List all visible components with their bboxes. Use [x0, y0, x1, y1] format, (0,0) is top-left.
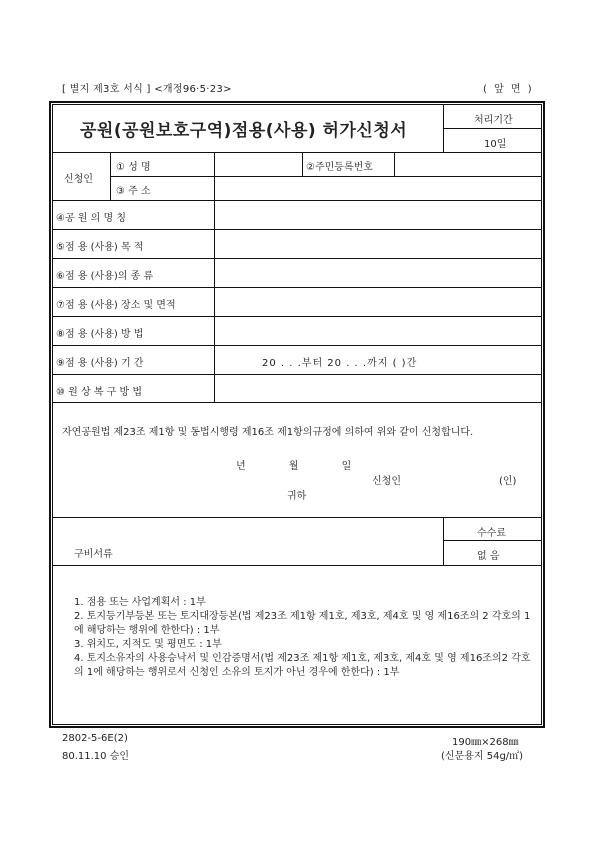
name-field[interactable]: [215, 153, 301, 175]
fee-label: 수수료: [477, 528, 506, 539]
processing-value: 10일: [484, 139, 507, 150]
declaration-text: 자연공원법 제23조 제1항 및 동법시행령 제16조 제1항의규정에 의하여 위와 같이 신청합니다.: [62, 427, 474, 438]
row-label-location-area: ⑦점 용 (사용) 장소 및 면적: [56, 300, 176, 311]
addressee-label: 귀하: [287, 491, 307, 502]
name-label-text: ① 성 명: [116, 162, 151, 173]
attachments-list: [74, 596, 534, 680]
fee-box-left: [443, 517, 444, 565]
applicant-signature-label: 신청인: [372, 476, 401, 487]
location-area-field[interactable]: [215, 288, 541, 315]
attachments-divider: [52, 565, 542, 566]
rrn-label: ②주민등록번호: [306, 162, 373, 173]
applicant-col-divider: [110, 152, 111, 200]
restoration-field[interactable]: [215, 375, 541, 401]
row-line-7: [52, 402, 542, 403]
method-field[interactable]: [215, 317, 541, 344]
park-name-field[interactable]: [215, 201, 541, 228]
processing-box-mid: [443, 128, 542, 129]
rrn-field[interactable]: [395, 153, 541, 175]
approval-date: 80.11.10 승인: [62, 751, 130, 762]
form-title: 공원(공원보호구역)점용(사용) 허가신청서: [80, 121, 408, 141]
row-label-type: ⑥점 용 (사용)의 종 류: [56, 271, 154, 282]
paper-type: (신문용지 54g/㎡): [441, 751, 524, 762]
address-label: ③ 주 소: [116, 186, 151, 197]
row-label-park-name: ④공 원 의 명 칭: [56, 213, 126, 224]
row-label-period: ⑨점 용 (사용) 기 간: [56, 358, 144, 369]
attachment-item: 3. 위치도, 지적도 및 평면도 : 1부: [74, 639, 222, 650]
fee-box-mid: [443, 540, 542, 541]
rrn-left-divider: [302, 152, 303, 176]
type-field[interactable]: [215, 259, 541, 286]
row-label-method: ⑧점 용 (사용) 방 법: [56, 329, 144, 340]
period-field[interactable]: 20 . . .부터 20 . . .까지 ( )간: [262, 358, 418, 369]
processing-label: 처리기간: [474, 115, 513, 126]
attachment-item: 2. 토지등기부등본 또는 토지대장등본(법 제23조 제1항 제1호, 제3호, 제4호 및 영 제16조의 2 각호의 1에 해당하는 행위에 한한다) : 1부: [74, 611, 531, 636]
applicant-label: 신청인: [64, 174, 93, 185]
address-field[interactable]: [215, 177, 541, 199]
purpose-field[interactable]: [215, 230, 541, 257]
name-label: [116, 158, 210, 173]
attachments-top-line: [52, 517, 542, 518]
attachment-item: 1. 점용 또는 사업계획서 : 1부: [74, 597, 206, 608]
declaration-date: 년 월 일: [236, 461, 352, 472]
form-code: 2802-5-6E(2): [62, 733, 128, 744]
fee-value: 없 음: [477, 551, 500, 562]
attachment-item: 4. 토지소유자의 사용승낙서 및 인감증명서(법 제23조 제1항 제1호, 제3호, 제4호 및 영 제16조의2 각호의 1에 해당하는 행위로서 신청인 소유의 토지가 아닌 경우에 한한다) : 1부: [74, 653, 531, 678]
row-label-purpose: ⑤점 용 (사용) 목 적: [56, 242, 144, 253]
row-line-5: [52, 345, 542, 346]
paper-size: 190㎜×268㎜: [452, 737, 519, 748]
page-side-label: ( 앞 면 ): [483, 84, 534, 95]
attachments-label: 구비서류: [74, 549, 113, 560]
form-number: [ 별지 제3호 서식 ] <개정96·5·23>: [62, 84, 232, 95]
row-label-restoration: ⑩ 원 상 복 구 방 법: [56, 387, 142, 398]
seal-mark[interactable]: (인): [499, 476, 517, 487]
